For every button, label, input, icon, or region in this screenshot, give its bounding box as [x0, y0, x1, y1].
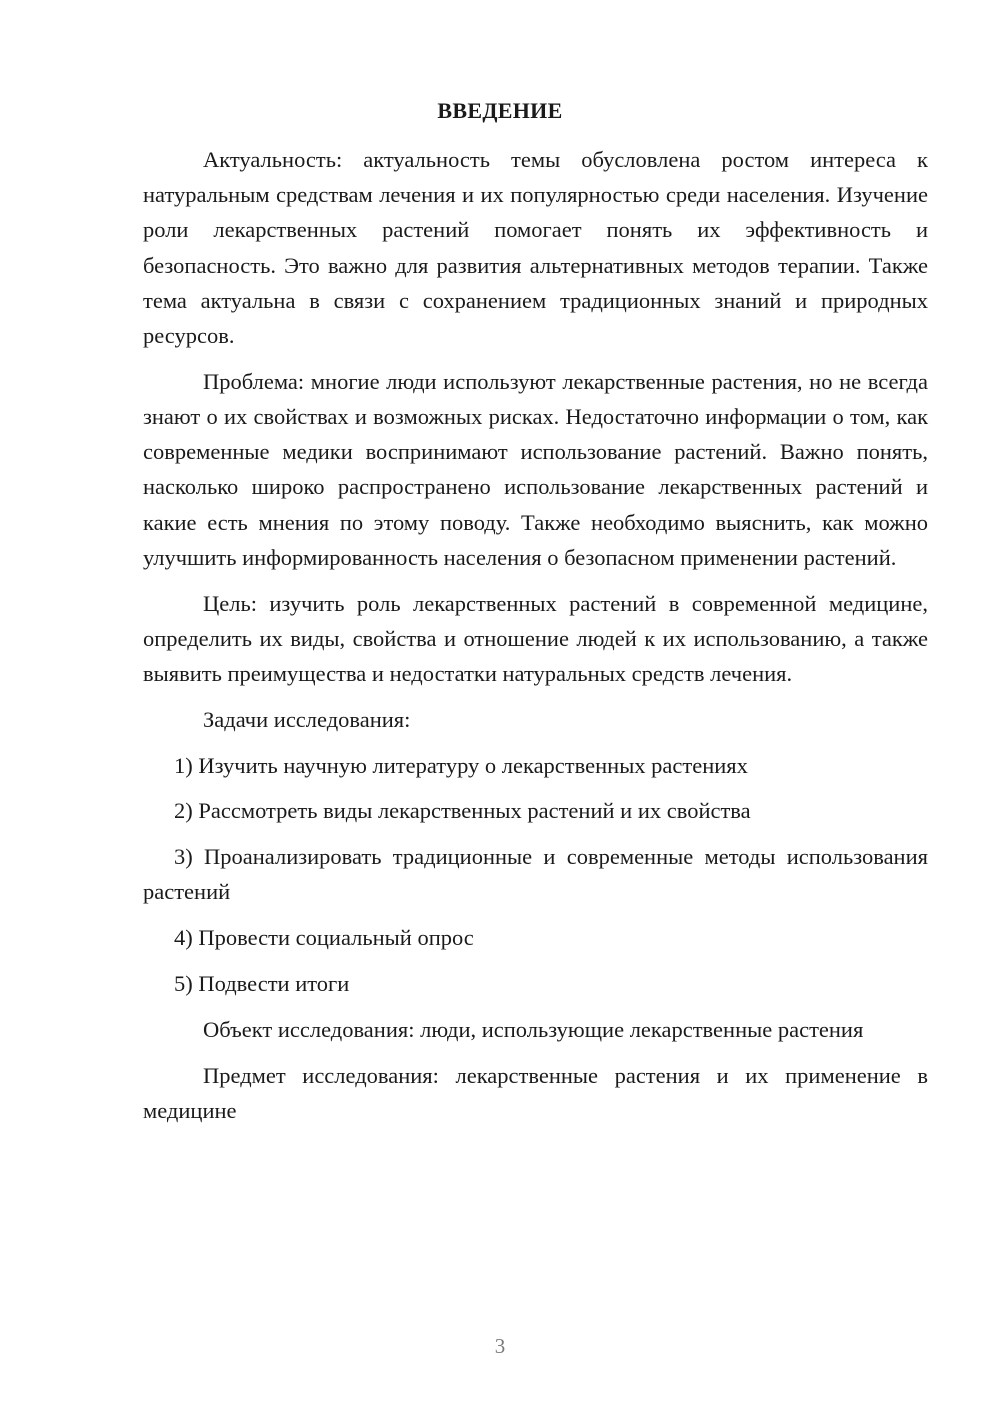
relevance-paragraph: Актуальность: актуальность темы обусловлена ростом интереса к натуральным средствам лечения и их популярностью среди населения. Изучение роли лекарственных растений помогает понять их эффективность и безопасность. Это важно для развития альтернативных методов терапии. Также тема актуальна в связи с сохранением традиционных знаний и природных ресурсов. — [143, 147, 928, 349]
object-paragraph: Объект исследования: люди, использующие лекарственные растения — [203, 1016, 864, 1042]
section-title: ВВЕДЕНИЕ — [437, 98, 563, 123]
task-item-1: 1) Изучить научную литературу о лекарственных растениях — [174, 752, 748, 778]
section-body — [143, 142, 928, 1139]
task-item-5: 5) Подвести итоги — [174, 971, 350, 997]
tasks-heading: Задачи исследования: — [203, 706, 411, 732]
task-item-3: 3) Проанализировать традиционные и современные методы использования растений — [143, 844, 928, 905]
page-number: 3 — [494, 1334, 506, 1358]
task-item-4: 4) Провести социальный опрос — [174, 925, 474, 951]
task-item-2: 2) Рассмотреть виды лекарственных растений и их свойства — [174, 798, 751, 824]
subject-paragraph: Предмет исследования: лекарственные растения и их применение в медицине — [143, 1062, 928, 1123]
problem-paragraph: Проблема: многие люди используют лекарственные растения, но не всегда знают о их свойствах и возможных рисках. Недостаточно информации о том, как современные медики воспринимают использование растений. Важно понять, насколько широко распространено использование лекарственных растений и какие есть мнения по этому поводу. Также необходимо выяснить, как можно улучшить информированность населения о безопасном применении растений. — [143, 368, 928, 570]
goal-paragraph: Цель: изучить роль лекарственных растений в современной медицине, определить их виды, свойства и отношение людей к их использованию, а также выявить преимущества и недостатки натуральных средств лечения. — [143, 590, 928, 687]
